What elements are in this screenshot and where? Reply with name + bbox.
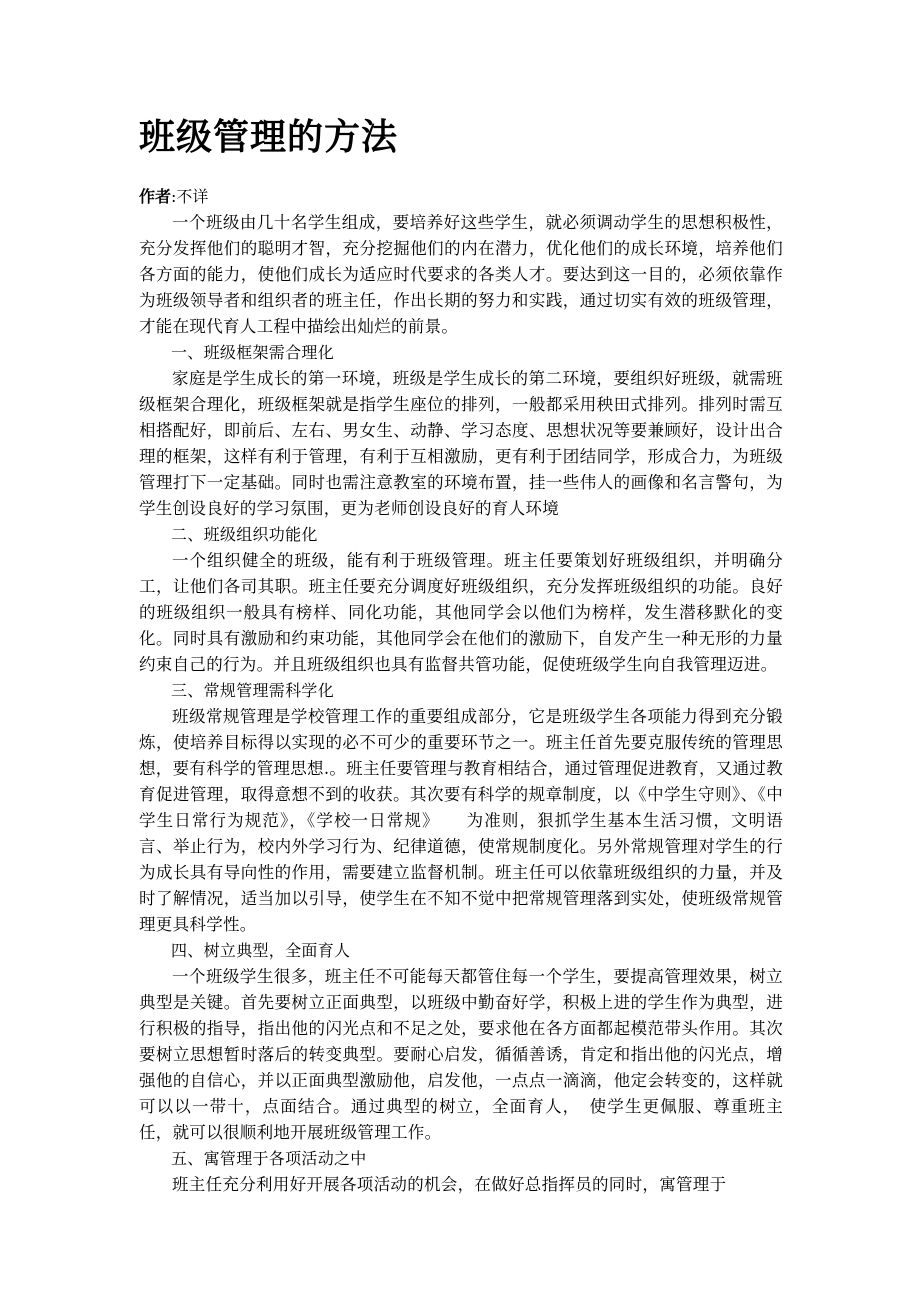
author-separator: : <box>171 187 177 206</box>
document-title: 班级管理的方法 <box>139 117 399 158</box>
body-paragraph: 一个组织健全的班级，能有利于班级管理。班主任要策划好班级组织，并明确分工，让他们各司其职。班主任要充分调度好班级组织，充分发挥班级组织的功能。良好的班级组织一般具有榜样、同化功能，其他同学会以他们为榜样，发生潜移默化的变化。同时具有激励和约束功能，其他同学会在他们的激励下，自发产生一种无形的力量约束自己的行为。并且班级组织也具有监督共管功能，促使班级学生向自我管理迈进。 <box>139 551 783 674</box>
section-heading: 五、寓管理于各项活动之中 <box>171 1149 367 1168</box>
document-body <box>139 210 783 1198</box>
body-paragraph: 班级常规管理是学校管理工作的重要组成部分，它是班级学生各项能力得到充分锻炼，使培养目标得以实现的必不可少的重要环节之一。班主任首先要克服传统的管理思想，要有科学的管理思想.。班主任要管理与教育相结合，通过管理促进教育，又通过教育促进管理，取得意想不到的收获。其次要有科学的规章制度，以《中学生守则》、《中学生日常行为规范》，《学校一日常规》 为准则，狠抓学生基本生活习惯，文明语言、举止行为，校内外学习行为、纪律道德，使常规制度化。另外常规管理对学生的行为成长具有导向性的作用，需要建立监督机制。班主任可以依靠班级组织的力量，并及时了解情况，适当加以引导，使学生在不知不觉中把常规管理落到实处，使班级常规管理更具科学性。 <box>139 707 783 934</box>
body-paragraph: 一个班级由几十名学生组成，要培养好这些学生，就必须调动学生的思想积极性，充分发挥他们的聪明才智，充分挖掘他们的内在潜力，优化他们的成长环境，培养他们各方面的能力，使他们成长为适应时代要求的各类人才。要达到这一目的，必须依靠作为班级领导者和组织者的班主任，作出长期的努力和实践，通过切实有效的班级管理，才能在现代育人工程中描绘出灿烂的前景。 <box>139 213 783 336</box>
body-paragraph: 班主任充分利用好开展各项活动的机会，在做好总指挥员的同时，寓管理于 <box>172 1175 727 1194</box>
document-page <box>139 0 783 1198</box>
section-heading: 三、常规管理需科学化 <box>171 681 335 700</box>
author-line <box>139 184 783 210</box>
section-heading: 一、班级框架需合理化 <box>171 343 335 362</box>
body-paragraph: 一个班级学生很多，班主任不可能每天都管住每一个学生，要提高管理效果，树立典型是关键。首先要树立正面典型，以班级中勤奋好学，积极上进的学生作为典型，进行积极的指导，指出他的闪光点和不足之处，要求他在各方面都起模范带头作用。其次要树立思想暂时落后的转变典型。要耐心启发，循循善诱，肯定和指出他的闪光点，增强他的自信心，并以正面典型激励他，启发他，一点点一滴滴，他定会转变的，这样就可以以一带十，点面结合。通过典型的树立，全面育人， 使学生更佩服、尊重班主任，就可以很顺利地开展班级管理工作。 <box>139 967 783 1142</box>
section-heading: 二、班级组织功能化 <box>171 525 318 544</box>
section-heading: 四、树立典型，全面育人 <box>171 941 351 960</box>
author-label: 作者 <box>139 187 172 206</box>
body-paragraph: 家庭是学生成长的第一环境，班级是学生成长的第二环境，要组织好班级，就需班级框架合理化，班级框架就是指学生座位的排列，一般都采用秧田式排列。排列时需互相搭配好，即前后、左右、男女生、动静、学习态度、思想状况等要兼顾好，设计出合理的框架，这样有利于管理，有利于互相激励，更有利于团结同学，形成合力，为班级管理打下一定基础。同时也需注意教室的环境布置，挂一些伟人的画像和名言警句，为学生创设良好的学习氛围，更为老师创设良好的育人环境 <box>139 369 783 518</box>
author-value: 不详 <box>176 187 209 206</box>
